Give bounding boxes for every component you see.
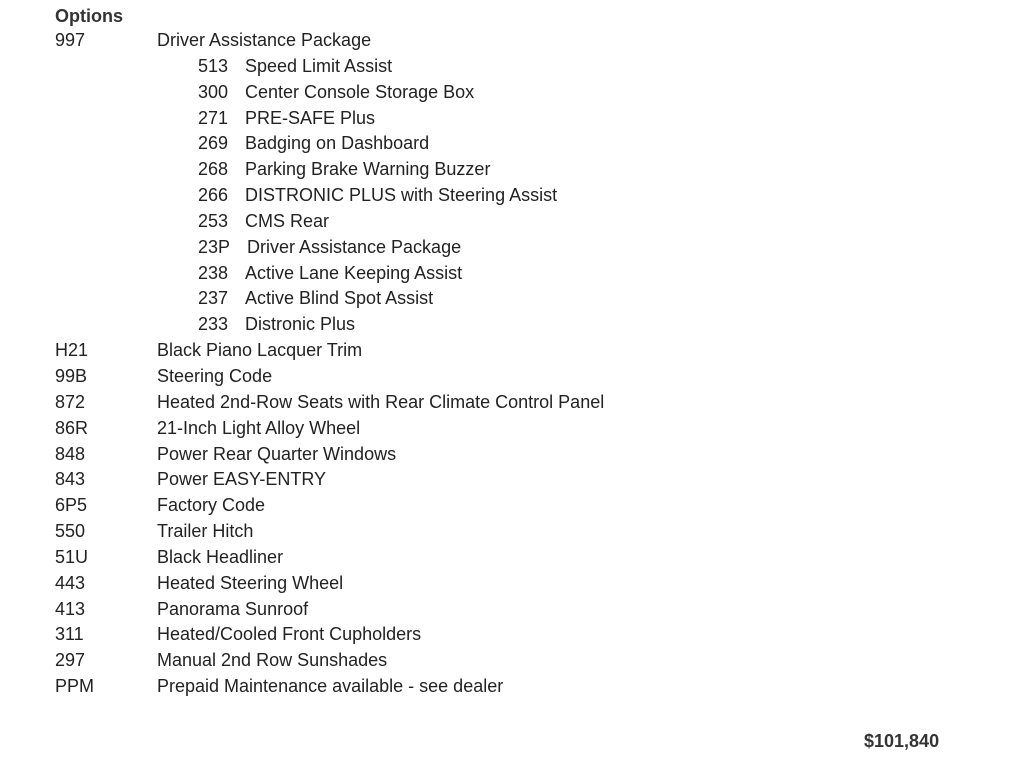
sub-option-row bbox=[0, 131, 1023, 157]
sub-option-row bbox=[0, 54, 1023, 80]
option-description: Driver Assistance Package bbox=[247, 236, 462, 257]
option-description: Factory Code bbox=[157, 495, 266, 516]
option-code: H21 bbox=[55, 340, 89, 361]
option-description: Badging on Dashboard bbox=[245, 133, 430, 154]
sub-option-row bbox=[0, 261, 1023, 287]
option-description: Panorama Sunroof bbox=[157, 598, 309, 619]
option-code: 413 bbox=[55, 598, 86, 619]
option-code: 271 bbox=[198, 107, 229, 128]
total-price: $101,840 bbox=[864, 731, 940, 751]
option-code: 297 bbox=[55, 650, 86, 671]
option-description: CMS Rear bbox=[245, 210, 330, 231]
option-row bbox=[0, 674, 1023, 700]
option-code: 268 bbox=[198, 159, 229, 180]
option-description: Power Rear Quarter Windows bbox=[157, 443, 397, 464]
option-code: 550 bbox=[55, 521, 86, 542]
option-description: Black Piano Lacquer Trim bbox=[157, 340, 363, 361]
options-heading: Options bbox=[55, 6, 123, 26]
sub-option-row bbox=[0, 183, 1023, 209]
option-code: 253 bbox=[198, 210, 229, 231]
option-code: 311 bbox=[55, 624, 84, 645]
option-description: Distronic Plus bbox=[245, 314, 356, 335]
option-description: Speed Limit Assist bbox=[245, 55, 393, 76]
option-description: 21-Inch Light Alloy Wheel bbox=[157, 417, 361, 438]
option-description: Black Headliner bbox=[157, 546, 284, 567]
option-description: Parking Brake Warning Buzzer bbox=[245, 159, 491, 180]
option-code: 6P5 bbox=[55, 495, 88, 516]
option-row bbox=[0, 545, 1023, 571]
option-description: PRE-SAFE Plus bbox=[245, 107, 376, 128]
option-code: 86R bbox=[55, 417, 89, 438]
option-description: Heated 2nd-Row Seats with Rear Climate Control Panel bbox=[157, 391, 605, 412]
option-row bbox=[0, 571, 1023, 597]
option-code: 237 bbox=[198, 288, 229, 309]
option-code: 513 bbox=[198, 55, 229, 76]
option-description: Heated Steering Wheel bbox=[157, 572, 344, 593]
sub-option-row bbox=[0, 80, 1023, 106]
option-code: 233 bbox=[198, 314, 229, 335]
option-description: Heated/Cooled Front Cupholders bbox=[157, 624, 422, 645]
options-list bbox=[0, 28, 1023, 700]
option-description: Center Console Storage Box bbox=[245, 81, 475, 102]
option-code: 266 bbox=[198, 185, 229, 206]
option-row bbox=[0, 597, 1023, 623]
option-description: Trailer Hitch bbox=[157, 521, 254, 542]
option-row bbox=[0, 519, 1023, 545]
option-description: Active Blind Spot Assist bbox=[245, 288, 434, 309]
option-description: Power EASY-ENTRY bbox=[157, 469, 327, 490]
sub-option-row bbox=[0, 157, 1023, 183]
option-row bbox=[0, 648, 1023, 674]
option-description: Active Lane Keeping Assist bbox=[245, 262, 463, 283]
sub-option-row bbox=[0, 235, 1023, 261]
sub-option-row bbox=[0, 286, 1023, 312]
option-code: 99B bbox=[55, 365, 88, 386]
option-code: PPM bbox=[55, 676, 95, 697]
option-row bbox=[0, 622, 1023, 648]
option-row bbox=[0, 390, 1023, 416]
option-code: 443 bbox=[55, 572, 86, 593]
option-row bbox=[0, 493, 1023, 519]
option-code: 300 bbox=[198, 81, 229, 102]
option-description: Prepaid Maintenance available - see dealer bbox=[157, 676, 504, 697]
option-row bbox=[0, 467, 1023, 493]
sub-option-row bbox=[0, 312, 1023, 338]
option-row bbox=[0, 28, 1023, 54]
option-code: 269 bbox=[198, 133, 229, 154]
option-description: Manual 2nd Row Sunshades bbox=[157, 650, 388, 671]
option-row bbox=[0, 442, 1023, 468]
option-row bbox=[0, 338, 1023, 364]
option-code: 23P bbox=[198, 236, 231, 257]
option-description: DISTRONIC PLUS with Steering Assist bbox=[245, 185, 558, 206]
option-code: 848 bbox=[55, 443, 86, 464]
option-code: 997 bbox=[55, 30, 86, 50]
sub-option-row bbox=[0, 209, 1023, 235]
sub-option-row bbox=[0, 106, 1023, 132]
option-code: 238 bbox=[198, 262, 229, 283]
option-code: 51U bbox=[55, 546, 89, 567]
option-row bbox=[0, 416, 1023, 442]
option-description: Steering Code bbox=[157, 365, 273, 386]
option-code: 872 bbox=[55, 391, 86, 412]
option-code: 843 bbox=[55, 469, 86, 490]
option-description: Driver Assistance Package bbox=[157, 30, 372, 50]
option-row bbox=[0, 364, 1023, 390]
